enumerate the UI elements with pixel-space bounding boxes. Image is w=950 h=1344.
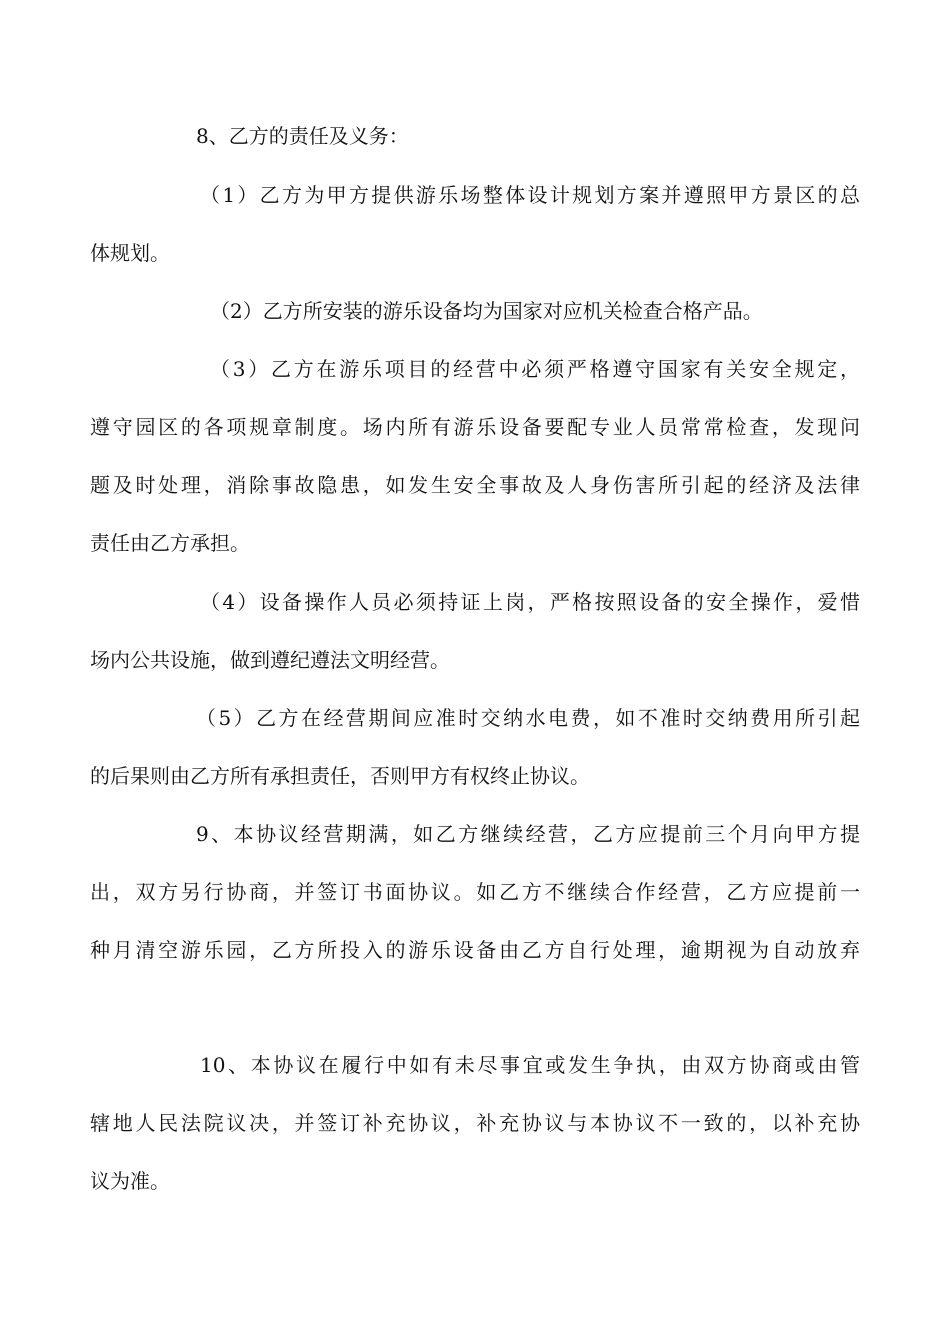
section-9-line-3: 种月清空游乐园，乙方所投入的游乐设备由乙方自行处理，逾期视为自动放弃: [90, 938, 860, 962]
section-9-line-1: 9、本协议经营期满，如乙方继续经营，乙方应提前三个月向甲方提: [196, 822, 860, 846]
clause-8-1-line-2: 体规划。: [90, 241, 170, 265]
clause-8-4-line-2: 场内公共设施，做到遵纪遵法文明经营。: [90, 648, 450, 672]
clause-8-3-line-3: 题及时处理，消除事故隐患，如发生安全事故及人身伤害所引起的经济及法律: [90, 473, 860, 497]
section-10-line-2: 辖地人民法院议决，并签订补充协议，补充协议与本协议不一致的，以补充协: [90, 1111, 860, 1135]
section-8-heading: 8、乙方的责任及义务：: [196, 124, 409, 148]
clause-8-3-line-4: 责任由乙方承担。: [90, 531, 250, 555]
clause-8-4-line-1: （4）设备操作人员必须持证上岗，严格按照设备的安全操作，爱惜: [200, 590, 860, 614]
clause-8-3-line-2: 遵守园区的各项规章制度。场内所有游乐设备要配专业人员常常检查，发现问: [90, 415, 860, 439]
clause-8-5-line-1: （5）乙方在经营期间应准时交纳水电费，如不准时交纳费用所引起: [196, 706, 860, 730]
section-10-line-1: 10、本协议在履行中如有未尽事宜或发生争执，由双方协商或由管: [200, 1053, 860, 1077]
clause-8-2-line-1: （2）乙方所安装的游乐设备均为国家对应机关检查合格产品。: [210, 299, 763, 323]
section-9-line-2: 出，双方另行协商，并签订书面协议。如乙方不继续合作经营，乙方应提前一: [90, 880, 860, 904]
section-10-line-3: 议为准。: [90, 1169, 170, 1193]
clause-8-1-line-1: （1）乙方为甲方提供游乐场整体设计规划方案并遵照甲方景区的总: [200, 183, 860, 207]
clause-8-5-line-2: 的后果则由乙方所有承担责任，否则甲方有权终止协议。: [90, 764, 590, 788]
clause-8-3-line-1: （3）乙方在游乐项目的经营中必须严格遵守国家有关安全规定，: [210, 357, 860, 381]
